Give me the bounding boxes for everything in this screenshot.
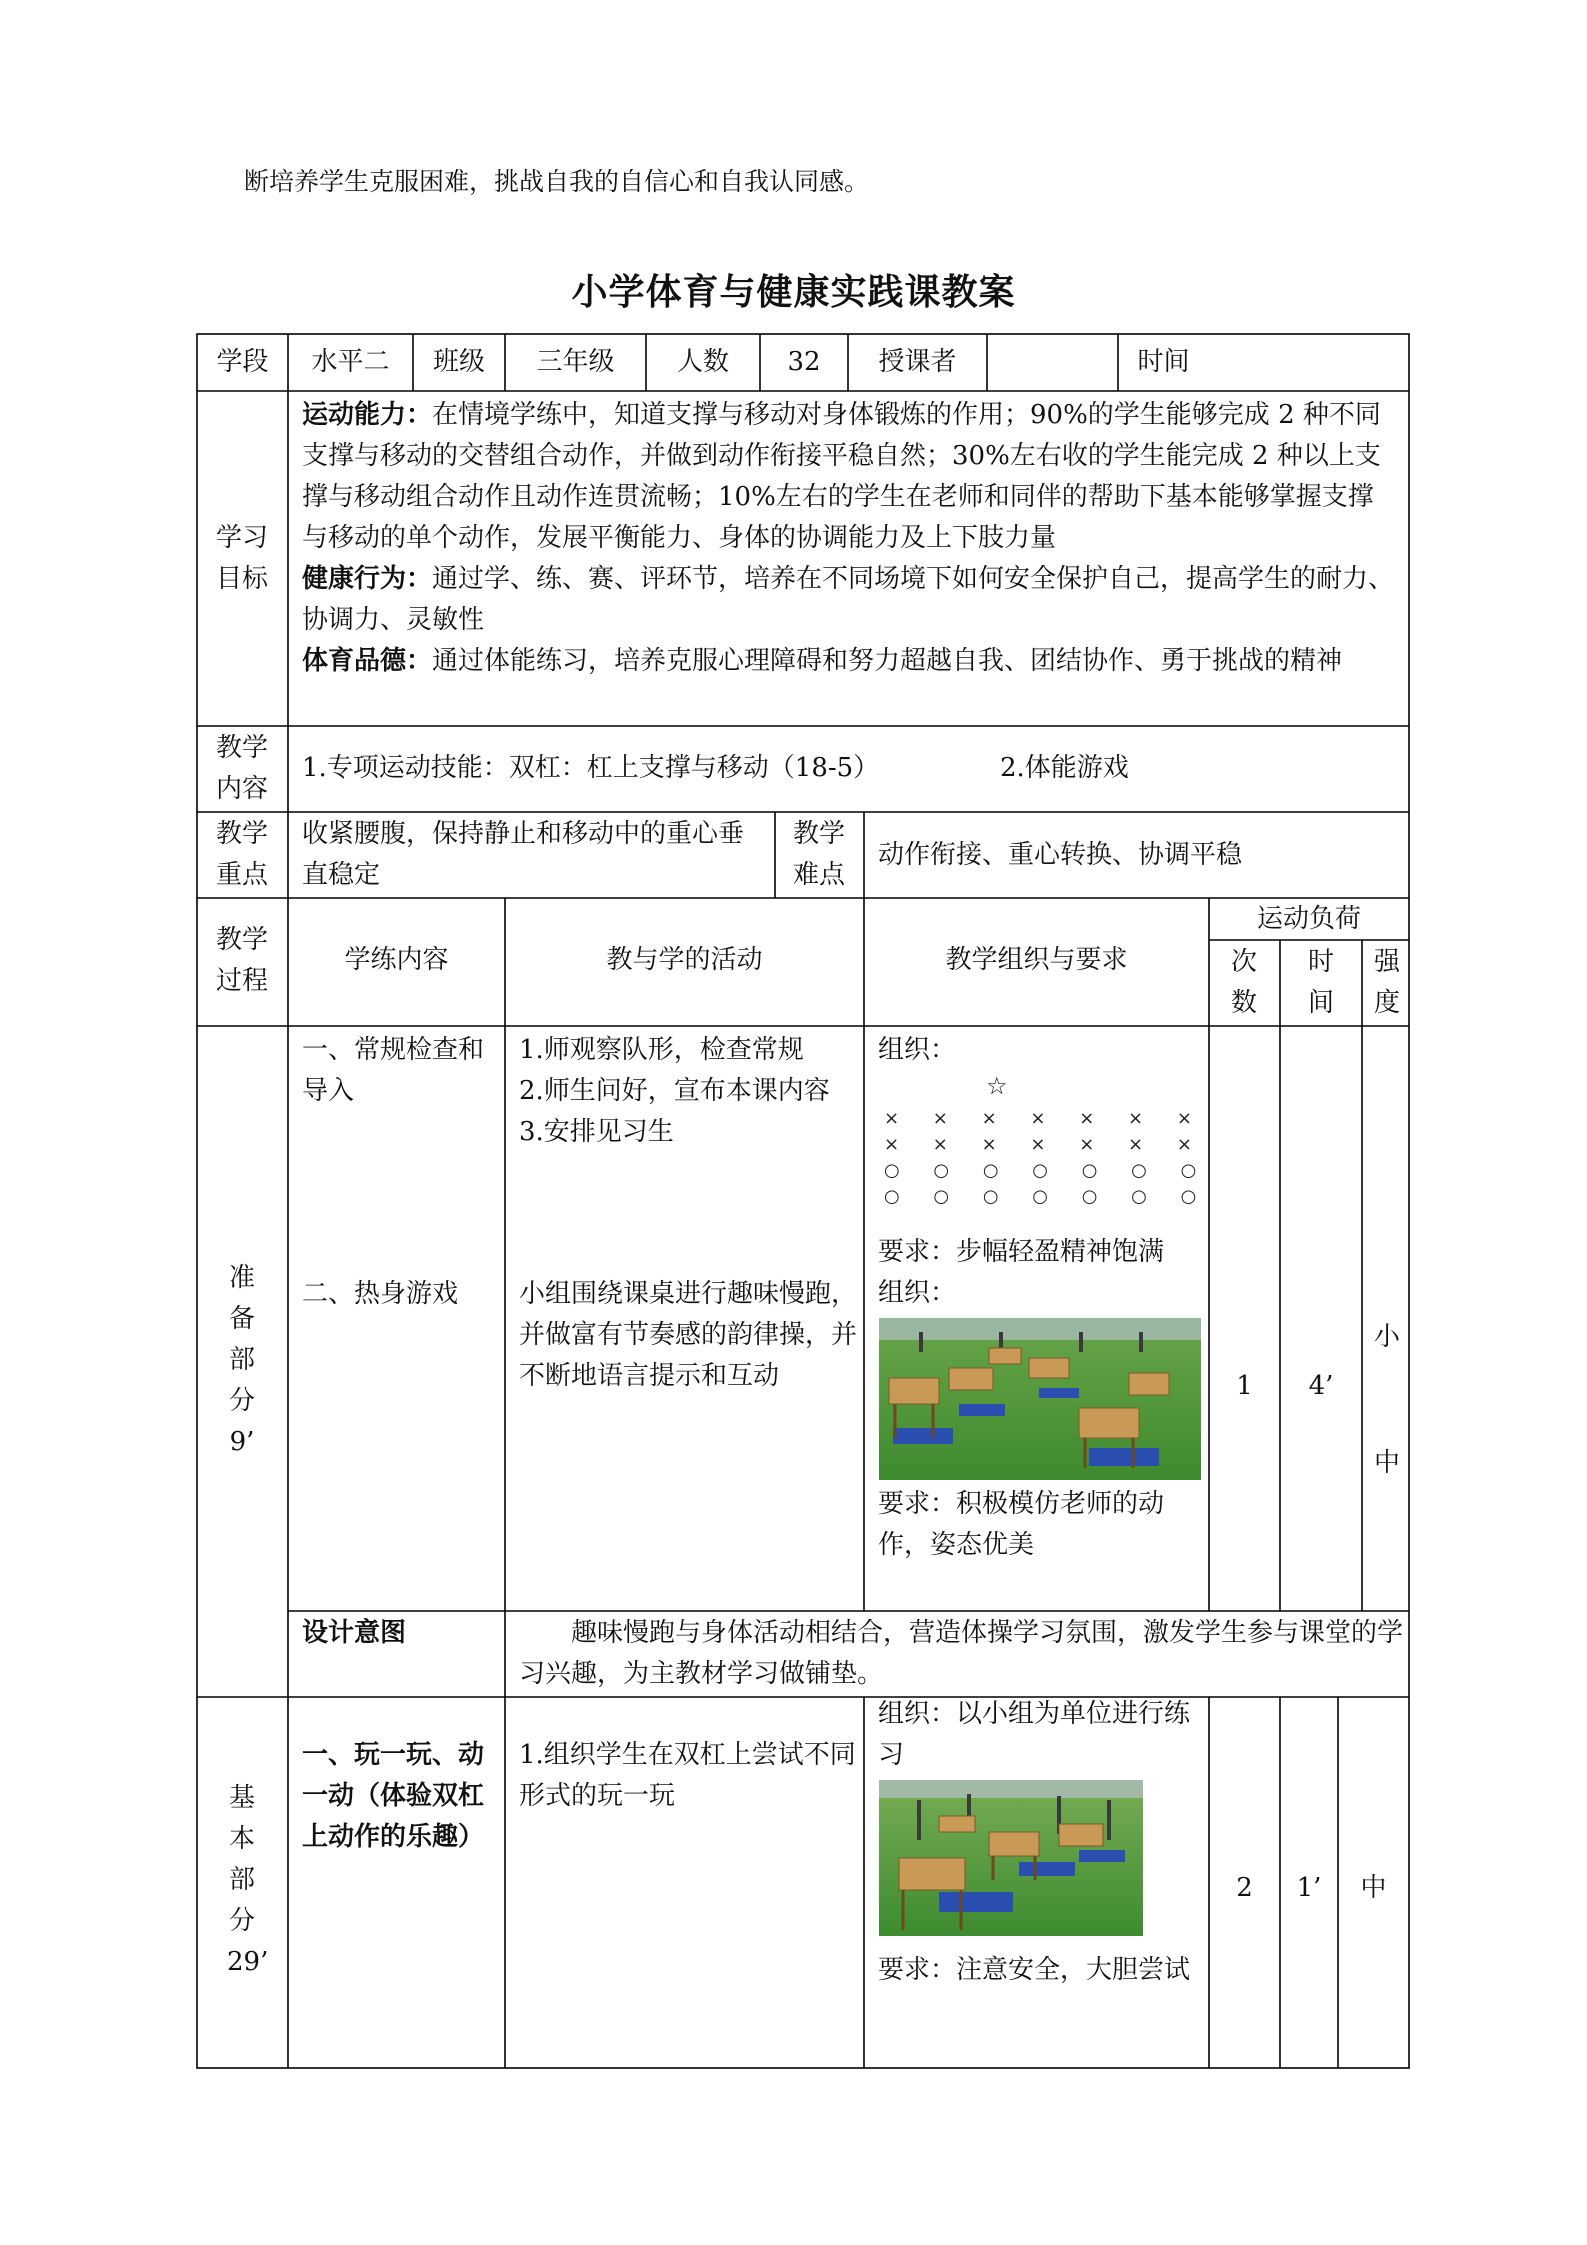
teacher-label: 授课者 [878, 347, 957, 377]
content-item-1: 1.专项运动技能：双杠：杠上支撑与移动（18-5） [302, 753, 880, 783]
formation-row: × × × × × × × [884, 1134, 1206, 1155]
stage-label: 学段 [216, 347, 269, 377]
basic-times: 2 [1236, 1873, 1253, 1903]
formation-row: × × × × × × × [884, 1108, 1206, 1129]
intensity-column-header: 强度 [1373, 947, 1400, 1018]
duration-column-header: 时间 [1307, 947, 1334, 1018]
prep-duration: 4’ [1308, 1371, 1334, 1401]
health-objective [302, 559, 1398, 641]
class-value: 三年级 [536, 347, 615, 377]
design-intent-label: 设计意图 [302, 1618, 407, 1648]
basic-intensity: 中 [1360, 1873, 1387, 1903]
process-label: 教学过程 [215, 925, 268, 996]
content-column-header: 学练内容 [344, 945, 449, 975]
warmup-photo [879, 1318, 1201, 1480]
key-points-text: 收紧腰腹，保持静止和移动中的重心垂直稳定 [302, 819, 745, 890]
prep-intensity: 小中 [1373, 1322, 1400, 1478]
difficulty-label: 教学难点 [792, 819, 845, 890]
stage-value: 水平二 [311, 347, 390, 377]
prep-activity-3: 3.安排见习生 [519, 1117, 674, 1147]
basic-item-1-activity: 1.组织学生在双杠上尝试不同形式的玩一玩 [519, 1740, 856, 1811]
activity-column-header: 教与学的活动 [606, 945, 763, 975]
prep-item-2-activity: 小组围绕课桌进行趣味慢跑，并做富有节奏感的韵律操，并不断地语言提示和互动 [519, 1279, 858, 1391]
basic-duration: 1’ [1296, 1873, 1322, 1903]
formation-diagram [884, 1106, 1210, 1210]
organization-column-header: 教学组织与要求 [945, 945, 1128, 975]
objectives-label: 学习目标 [215, 523, 268, 594]
page-title: 小学体育与健康实践课教案 [571, 271, 1016, 313]
load-column-header: 运动负荷 [1256, 904, 1361, 934]
key-points-label: 教学重点 [215, 819, 268, 890]
intro-text: 断培养学生克服困难，挑战自我的自信心和自我认同感。 [244, 167, 870, 196]
basic-organization: 组织：以小组为单位进行练习 [878, 1699, 1191, 1770]
count-label: 人数 [676, 347, 729, 377]
morality-objective [302, 641, 1398, 682]
basic-practice-photo [879, 1780, 1143, 1936]
prep-item-2-title: 二、热身游戏 [302, 1279, 459, 1309]
prep-item-1-activities [519, 1030, 859, 1153]
time-label: 时间 [1137, 347, 1190, 377]
morality-label: 体育品德： [302, 646, 433, 676]
count-value: 32 [787, 347, 821, 377]
content-label: 教学内容 [215, 733, 268, 804]
ability-text: 在情境学练中，知道支撑与移动对身体锻炼的作用；90%的学生能够完成 2 种不同支撑与移动的交替组合动作，并做到动作衔接平稳自然；30%左右收的学生能完成 2 种以上支撑与移动组合动作且动作连贯流畅；10%左右的学生在老师和同伴的帮助下基本能够掌握支撑与移动的单个动作，发展平衡能力、身体的协调能力及上下肢力量 [302, 400, 1381, 553]
prep-requirement-2: 要求：积极模仿老师的动作，姿态优美 [878, 1489, 1165, 1560]
prep-times: 1 [1236, 1371, 1253, 1401]
prep-org-2-label: 组织： [878, 1278, 957, 1308]
times-column-header: 次数 [1230, 947, 1257, 1018]
prep-item-1-title: 一、常规检查和导入 [302, 1035, 485, 1106]
basic-requirement: 要求：注意安全，大胆尝试 [878, 1955, 1191, 1985]
prep-part-label: 准备部分9’ [228, 1263, 255, 1457]
health-label: 健康行为： [302, 564, 433, 594]
formation-row: ○ ○ ○ ○ ○ ○ ○ [884, 1186, 1211, 1207]
content-item-2: 2.体能游戏 [1000, 753, 1129, 783]
teacher-star-icon: ☆ [986, 1072, 1008, 1100]
basic-part-label: 基本部分29’ [227, 1783, 269, 1977]
prep-requirement-1: 要求：步幅轻盈精神饱满 [878, 1237, 1165, 1267]
formation-row: ○ ○ ○ ○ ○ ○ ○ [884, 1160, 1211, 1181]
prep-activity-1: 1.师观察队形，检查常规 [519, 1035, 804, 1065]
prep-org-1-label: 组织： [878, 1035, 957, 1065]
basic-item-1-title: 一、玩一玩、动一动（体验双杠上动作的乐趣） [302, 1740, 485, 1852]
difficulty-text: 动作衔接、重心转换、协调平稳 [878, 840, 1243, 870]
morality-text: 通过体能练习，培养克服心理障碍和努力超越自我、团结协作、勇于挑战的精神 [432, 646, 1343, 676]
ability-objective [302, 395, 1398, 559]
design-intent-text: 趣味慢跑与身体活动相结合，营造体操学习氛围，激发学生参与课堂的学习兴趣，为主教材学习做铺垫。 [519, 1618, 1404, 1689]
ability-label: 运动能力： [302, 400, 433, 430]
health-text: 通过学、练、赛、评环节，培养在不同场境下如何安全保护自己，提高学生的耐力、协调力、灵敏性 [302, 564, 1395, 635]
class-label: 班级 [432, 347, 485, 377]
objectives-text [302, 395, 1398, 682]
prep-activity-2: 2.师生问好，宣布本课内容 [519, 1076, 830, 1106]
